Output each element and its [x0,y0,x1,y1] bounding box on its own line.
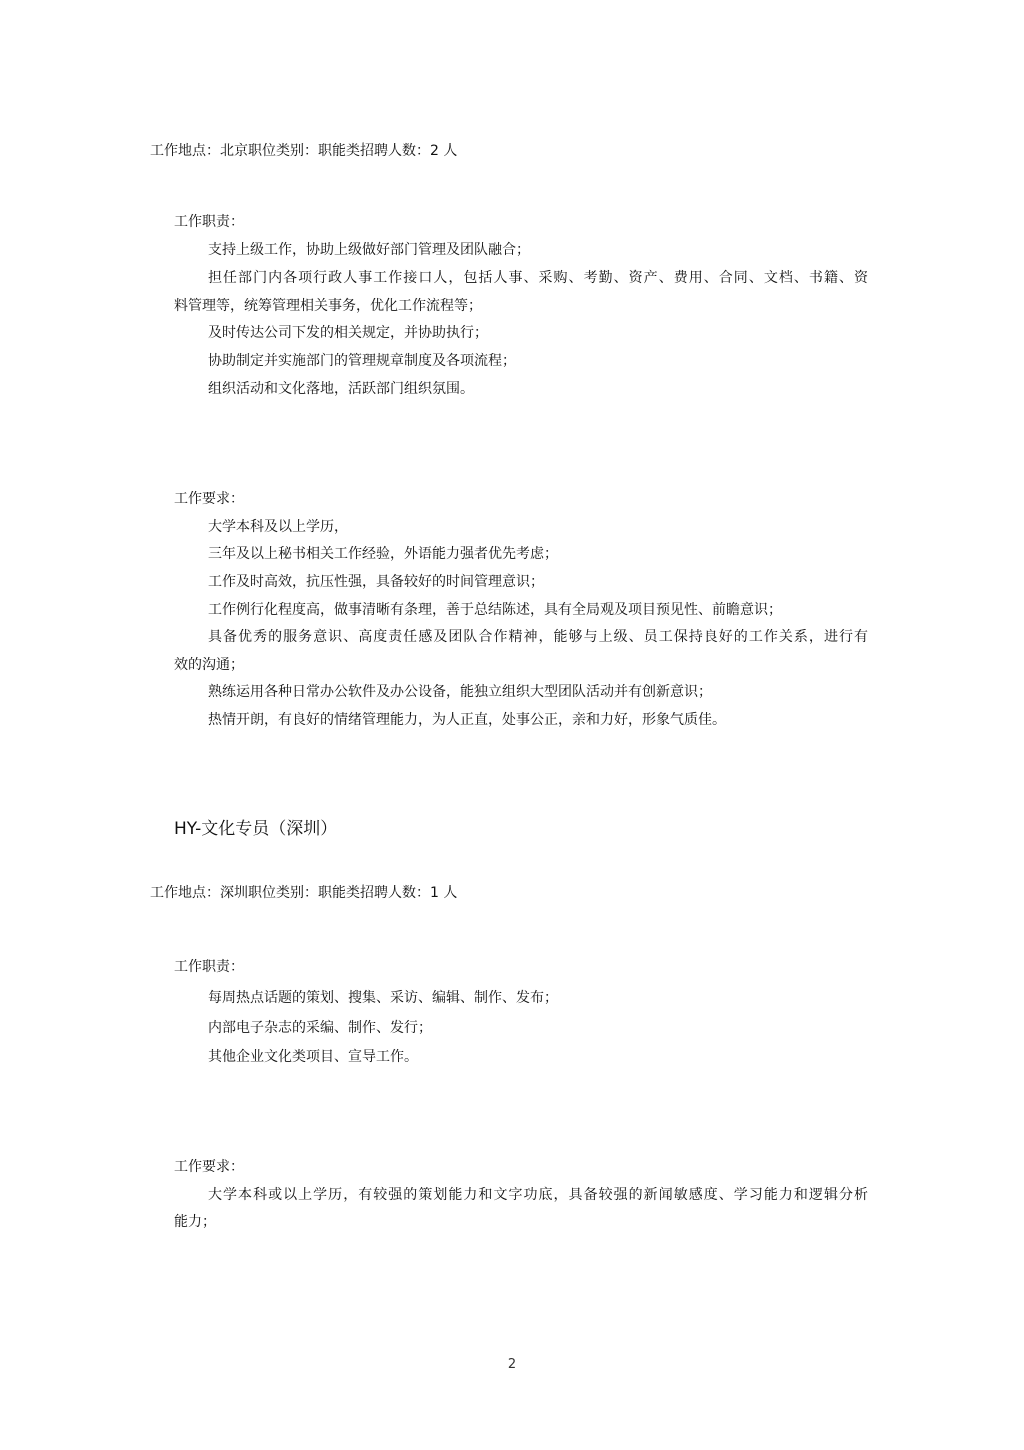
duty-item-continuation: 料管理等，统筹管理相关事务，优化工作流程等； [174,298,482,314]
duties-label: 工作职责： [174,959,244,975]
job-meta-beijing: 工作地点：北京职位类别：职能类招聘人数：2 人 [150,143,458,159]
duty-item: 其他企业文化类项目、宣导工作。 [208,1049,418,1065]
job-title: HY-文化专员（深圳） [174,819,338,839]
requirements-label: 工作要求： [174,1159,244,1175]
duty-item: 担任部门内各项行政人事工作接口人，包括人事、采购、考勤、资产、费用、合同、文档、书籍、资 [208,270,868,286]
duty-item: 协助制定并实施部门的管理规章制度及各项流程； [208,353,516,369]
requirements-label: 工作要求： [174,491,244,507]
duty-item: 及时传达公司下发的相关规定，并协助执行； [208,325,488,341]
requirement-item: 工作及时高效，抗压性强，具备较好的时间管理意识； [208,574,544,590]
requirement-item: 具备优秀的服务意识、高度责任感及团队合作精神，能够与上级、员工保持良好的工作关系，进行有 [208,629,868,645]
requirement-item-continuation: 能力； [174,1214,216,1230]
requirement-item: 热情开朗，有良好的情绪管理能力，为人正直，处事公正，亲和力好，形象气质佳。 [208,712,726,728]
duty-item: 组织活动和文化落地，活跃部门组织氛围。 [208,381,474,397]
requirement-item-continuation: 效的沟通； [174,657,244,673]
requirement-item: 大学本科或以上学历，有较强的策划能力和文字功底，具备较强的新闻敏感度、学习能力和逻辑分析 [208,1187,868,1203]
duties-label: 工作职责： [174,214,244,230]
job-meta-shenzhen: 工作地点：深圳职位类别：职能类招聘人数：1 人 [150,885,458,901]
duty-item: 内部电子杂志的采编、制作、发行； [208,1020,432,1036]
duty-item: 支持上级工作，协助上级做好部门管理及团队融合； [208,242,530,258]
requirement-item: 大学本科及以上学历， [208,519,348,535]
duty-item: 每周热点话题的策划、搜集、采访、编辑、制作、发布； [208,990,558,1006]
requirement-item: 熟练运用各种日常办公软件及办公设备，能独立组织大型团队活动并有创新意识； [208,684,712,700]
page-number: 2 [507,1357,517,1372]
requirement-item: 三年及以上秘书相关工作经验，外语能力强者优先考虑； [208,546,558,562]
requirement-item: 工作例行化程度高，做事清晰有条理，善于总结陈述，具有全局观及项目预见性、前瞻意识； [208,602,782,618]
